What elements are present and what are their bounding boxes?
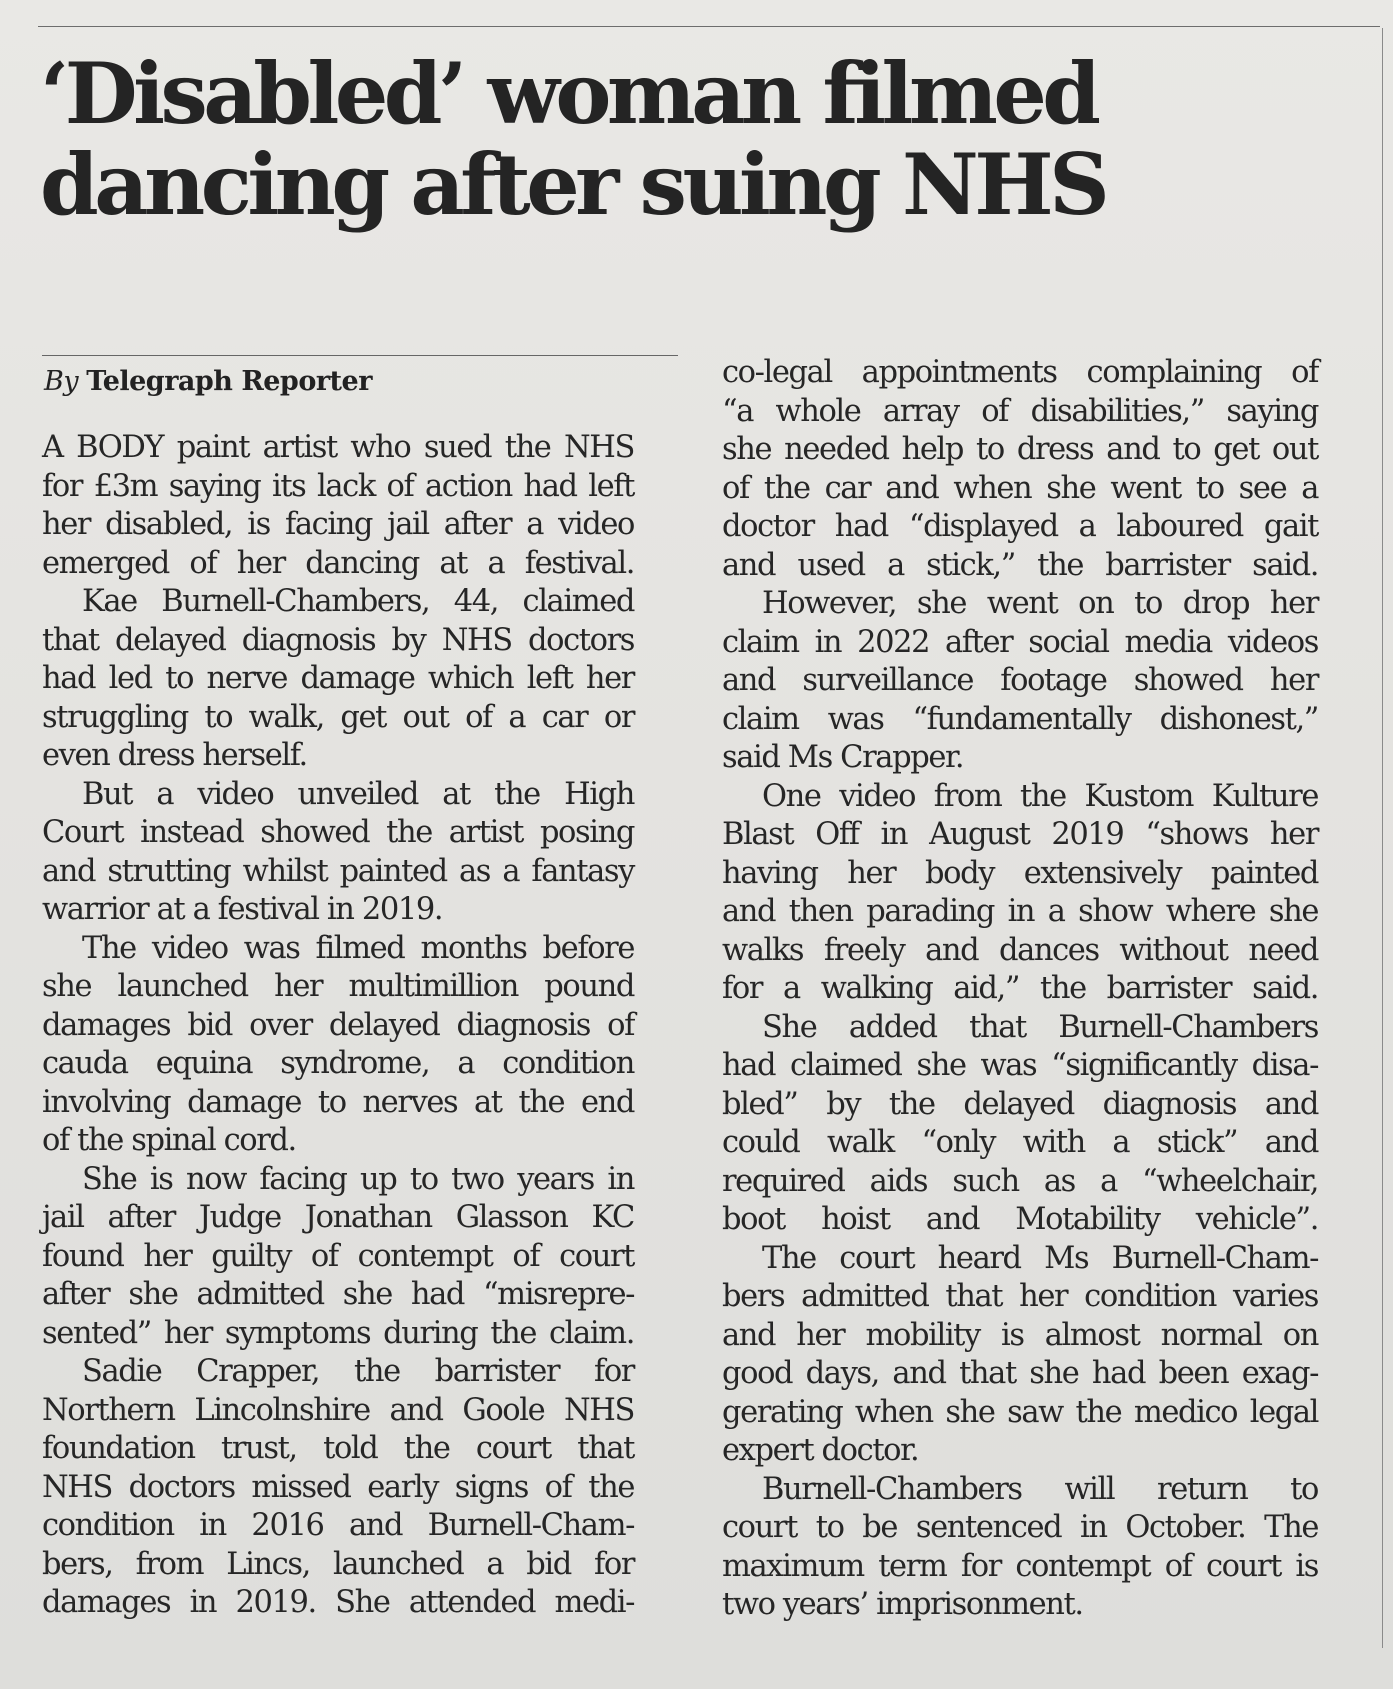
article-text-line: Court instead showed the artist posing — [42, 815, 634, 850]
article-text-line: boot hoist and Motability vehicle”. — [722, 1202, 1318, 1237]
article-text-line: expert doctor. — [722, 1433, 919, 1468]
article-text-line: and surveillance footage showed her — [722, 663, 1318, 698]
article-text-line: that delayed diagnosis by NHS doctors — [42, 622, 634, 658]
article-text-line: had claimed she was “significantly disa- — [722, 1048, 1318, 1083]
headline-line: dancing after suing NHS — [40, 135, 1106, 234]
article-text-line: emerged of her dancing at a festival. — [42, 545, 634, 581]
article-text-line: claim in 2022 after social media videos — [722, 624, 1318, 660]
article-text-line: The video was filmed months before — [82, 930, 634, 966]
article-text-line: She added that Burnell-Chambers — [762, 1009, 1318, 1045]
right-column-rule — [1382, 28, 1383, 1648]
byline-rule — [42, 355, 678, 356]
article-text-line: foundation trust, told the court that — [42, 1431, 634, 1466]
article-text-line: bers, from Lincs, launched a bid for — [42, 1546, 634, 1582]
article-text-line: Northern Lincolnshire and Goole NHS — [42, 1392, 634, 1428]
article-text-line: The court heard Ms Burnell-Cham- — [762, 1240, 1318, 1276]
article-text-line: and strutting whilst painted as a fantasy — [42, 853, 634, 889]
byline-prefix: By — [44, 366, 79, 397]
article-text-line: of the car and when she went to see a — [722, 470, 1318, 506]
article-text-line: could walk “only with a stick” and — [722, 1125, 1318, 1160]
article-text-line: condition in 2016 and Burnell-Cham- — [42, 1508, 634, 1543]
article-text-line: after she admitted she had “misrepre- — [42, 1277, 634, 1312]
article-text-line: maximum term for contempt of court is — [722, 1548, 1318, 1584]
headline-line: ‘Disabled’ woman filmed — [40, 44, 1097, 143]
article-text-line: damages bid over delayed diagnosis of — [42, 1007, 634, 1043]
article-text-line: co-legal appointments complaining of — [722, 355, 1318, 390]
article-text-line: even dress herself. — [42, 738, 307, 773]
article-text-line: and used a stick,” the barrister said. — [722, 547, 1318, 583]
article-text-line: of the spinal cord. — [42, 1123, 296, 1158]
article-text-line: for £3m saying its lack of action had left — [42, 468, 634, 504]
article-text-line: She is now facing up to two years in — [82, 1161, 634, 1197]
article-text-line: for a walking aid,” the barrister said. — [722, 971, 1318, 1006]
article-text-line: Sadie Crapper, the barrister for — [82, 1354, 634, 1389]
article-text-line: required aids such as a “wheelchair, — [722, 1163, 1318, 1199]
article-text-line: damages in 2019. She attended medi- — [42, 1585, 634, 1620]
article-text-line: good days, and that she had been exag- — [722, 1356, 1318, 1391]
article-text-line: she launched her multimillion pound — [42, 969, 634, 1004]
article-text-line: “a whole array of disabilities,” saying — [722, 393, 1318, 429]
article-text-line: A BODY paint artist who sued the NHS — [42, 430, 634, 465]
article-text-line: having her body extensively painted — [722, 855, 1318, 891]
article-text-line: she needed help to dress and to get out — [722, 432, 1318, 467]
article-text-line: However, she went on to drop her — [762, 586, 1318, 621]
article-text-line: and her mobility is almost normal on — [722, 1317, 1318, 1353]
article-column-left — [42, 429, 682, 1623]
article-text-line: doctor had “displayed a laboured gait — [722, 509, 1318, 544]
article-text-line: two years’ imprisonment. — [722, 1587, 1083, 1622]
article-text-line: gerating when she saw the medico legal — [722, 1394, 1318, 1430]
byline — [44, 365, 372, 399]
article-column-right — [722, 354, 1368, 1625]
article-text-line: bled” by the delayed diagnosis and — [722, 1086, 1318, 1122]
article-text-line: found her guilty of contempt of court — [42, 1238, 634, 1274]
article-text-line: her disabled, is facing jail after a video — [42, 507, 634, 542]
article-text-line: claim was “fundamentally dishonest,” — [722, 701, 1318, 737]
article-text-line: Blast Off in August 2019 “shows her — [722, 817, 1318, 852]
article-text-line: sented” her symptoms during the claim. — [42, 1315, 634, 1351]
byline-author: Telegraph Reporter — [86, 366, 372, 397]
headline — [40, 44, 1340, 234]
article-text-line: had led to nerve damage which left her — [42, 661, 634, 696]
article-text-line: struggling to walk, get out of a car or — [42, 699, 634, 735]
article-text-line: involving damage to nerves at the end — [42, 1084, 634, 1120]
article-text-line: and then parading in a show where she — [722, 894, 1318, 929]
article-text-line: bers admitted that her condition varies — [722, 1279, 1318, 1314]
article-text-line: NHS doctors missed early signs of the — [42, 1469, 634, 1505]
article-text-line: But a video unveiled at the High — [82, 776, 634, 812]
article-text-line: said Ms Crapper. — [722, 740, 964, 775]
article-text-line: jail after Judge Jonathan Glasson KC — [42, 1200, 634, 1235]
article-text-line: warrior at a festival in 2019. — [42, 892, 443, 927]
article-text-line: Kae Burnell-Chambers, 44, claimed — [82, 584, 634, 619]
article-text-line: One video from the Kustom Kulture — [762, 778, 1318, 814]
article-text-line: Burnell-Chambers will return to — [762, 1471, 1318, 1507]
article-text-line: cauda equina syndrome, a condition — [42, 1046, 634, 1081]
top-rule — [38, 26, 1380, 27]
article-text-line: court to be sentenced in October. The — [722, 1510, 1318, 1545]
article-text-line: walks freely and dances without need — [722, 932, 1318, 968]
